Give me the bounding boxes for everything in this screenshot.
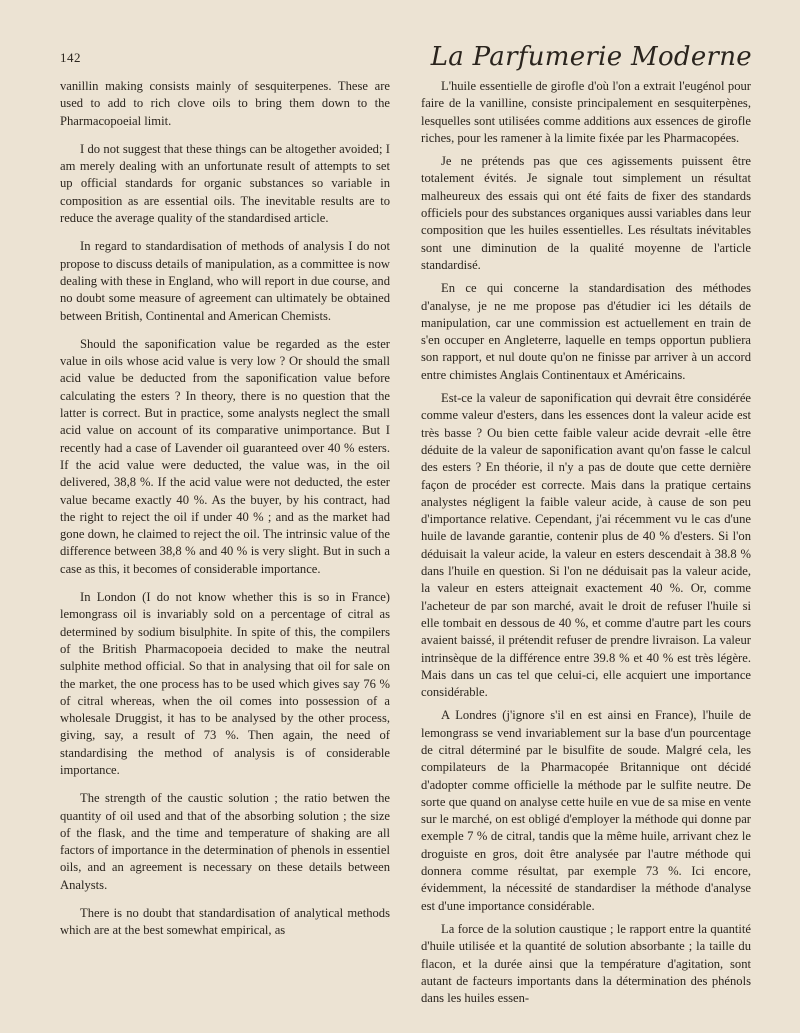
paragraph: I do not suggest that these things can be altogether avoided; I am merely dealing with an unfortunate result of attempts to set up official standards for organic substances so variable in composition as are essential oils. The inevitable results are to reduce the average quality of the standardised article. bbox=[60, 141, 390, 226]
paragraph: L'huile essentielle de girofle d'où l'on a extrait l'eugénol pour faire de la vanilline, consiste principalement en sesquiterpènes, lesquelles sont utilisées comme additions aux essences de girofle riches, pour les ramener à la limite fixée par les Pharmacopées. bbox=[421, 79, 751, 145]
paragraph: En ce qui concerne la standardisation des méthodes d'analyse, je ne me propose pas d'étudier ici les détails de manipulation, car une commission est actuellement en train de s'en occuper en Angleterre, laquelle en temps opportun publiera son rapport, et nul doute qu'on ne finisse par arriver à un accord entre chimistes Anglais Continentaux et Américains. bbox=[421, 281, 751, 382]
paragraph: La force de la solution caustique ; le rapport entre la quantité d'huile utilisée et la quantité de solution absorbante ; la taille du flacon, et la durée ainsi que la température d'agitation, sont autant de facteurs importants dans la détermination des phénols dans les huiles essen- bbox=[421, 921, 751, 1006]
masthead-title: La Parfumerie Moderne bbox=[430, 42, 752, 72]
paragraph: A Londres (j'ignore s'il en est ainsi en France), l'huile de lemongrass se vend invariablement sur la base d'un pourcentage de citral déterminé par le bisulfite de soude. Malgré cela, les compilateurs de la Pharmacopée Britannique ont décidé d'adopter comme officielle la méthode par le sulfite neutre. De sorte que quand on analyse cette huile en vue de sa mise en vente sur le marché, on est obligé d'employer la méthode qui donne par exemple 7 % de citral, tandis que la même huile, arrivant chez le droguiste en gros, doit être analysée par l'autre méthode qui donnera comme résultat, par exemple 73 %. Ici encore, évidemment, la nécessité de standardiser la méthode d'analyse est d'une importance considérable. bbox=[421, 708, 751, 913]
paragraph: There is no doubt that standardisation of analytical methods which are at the best somewhat empirical, as bbox=[60, 906, 390, 938]
page-number: 142 bbox=[60, 50, 81, 65]
paragraph: In London (I do not know whether this is so in France) lemongrass oil is invariably sold on a percentage of citral as determined by sodium bisulphite. In spite of this, the compilers of the British Pharmacopoeia decided to make the neutral sulphite method official. So that in analysing that oil for sale on the market, the one process has to be used which gives say 76 % of citral whereas, when the oil comes into possession of a wholesale Druggist, it has to be analysed by the other process, giving, say, a result of 73 %. Then again, the need of standardising the method of analysis is of considerable importance. bbox=[60, 590, 390, 777]
paragraph: The strength of the caustic solution ; the ratio betwen the quantity of oil used and that of the absorbing solution ; the size of the flask, and the time and temperature of shaking are all factors of importance in the determination of phenols in essentiel oils, and an agreement is necessary on these details between Analysts. bbox=[60, 791, 390, 892]
paragraph: Est-ce la valeur de saponification qui devrait être considérée comme valeur d'esters, dans les essences dont la valeur acide est très basse ? Ou bien cette faible valeur acide devrait -elle être déduite de la valeur de saponification avant qu'on fasse le calcul des esters ? En théorie, il n'y a pas de doute que cette dernière façon de procéder est correcte. Mais dans la pratique certains analystes négligent la faible valeur acide, à cause de son peu d'importance relative. Cependant, j'ai récemment vu le cas d'une huile de lavande garantie, contenir plus de 40 % d'esters. Si l'on déduisait la valeur acide, la valeur en esters descendait à 38.8 % dans l'huile en question. Si l'on ne déduisait pas la valeur acide, la valeur en esters atteignait exactement 40 %. Or, comme l'acheteur de par son marché, avait le droit de refuser l'huile si elle tombait en dessous de 40 %, et comme d'autre part les cours avaient baissé, il prétendit refuser de prendre livraison. La valeur intrinsèque de la différence entre 39.8 % et 40 % est très légère. Mais dans un cas tel que celui-ci, elle acquiert une importance considérable. bbox=[421, 391, 751, 700]
paragraph: In regard to standardisation of methods of analysis I do not propose to discuss details of manipulation, as a committee is now dealing with these in England, who will report in due course, and no doubt some measure of agreement can ultimately be obtained between British, Continental and American Chemists. bbox=[60, 239, 390, 323]
paragraph: Je ne prétends pas que ces agissements puissent être totalement évités. Je signale tout simplement un résultat malheureux des essais qui ont été faits de fixer des standards officiels pour des substances organiques aussi variables dans leur composition que les huiles essentielles. Les résultats inévitables sont une diminution de la qualité moyenne de l'article standardisé. bbox=[421, 154, 751, 272]
page-header bbox=[60, 42, 752, 78]
paragraph: Should the saponification value be regarded as the ester value in oils whose acid value is very low ? Or should the small acid value be deducted from the saponification value before calculating the esters ? In theory, there is no question that the latter is correct. But in practice, some analysts neglect the small acid value on account of its comparative unimportance. But I recently had a case of Lavender oil guaranteed over 40 % esters. If the acid value were deducted, the value was, in the oil delivered, 38,8 %. If the acid value were not deducted, the ester value became exactly 40 %. As the buyer, by his contract, had the right to reject the oil if under 40 % ; and as the market had gone down, he claimed to reject the oil. The intrinsic value of the difference between 38,8 % and 40 % is very slight. But in such a case as this, it becomes of considerable importance. bbox=[60, 336, 390, 576]
english-column bbox=[60, 78, 390, 951]
french-column bbox=[421, 78, 751, 1013]
paragraph: vanillin making consists mainly of sesquiterpenes. These are used to add to rich clove oils to bring them down to the Pharmacopoeial limit. bbox=[60, 79, 390, 128]
